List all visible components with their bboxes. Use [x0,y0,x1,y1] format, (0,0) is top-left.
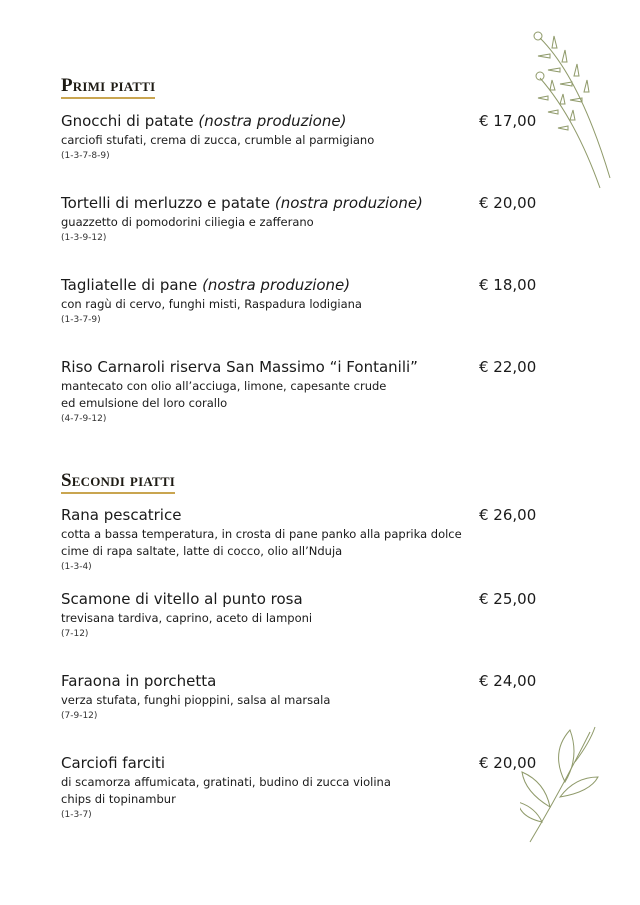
dish-title: Gnocchi di patate [61,112,194,130]
dish-description: di scamorza affumicata, gratinati, budino di zucca violina [61,775,391,789]
dish-description: con ragù di cervo, funghi misti, Raspadura lodigiana [61,297,362,311]
dish-price: € 20,00 [479,754,537,772]
dish-allergens: (1-3-9-12) [61,233,107,243]
dish-allergens: (1-3-7-8-9) [61,151,110,161]
dish-price: € 17,00 [479,112,537,130]
dish-description: guazzetto di pomodorini ciliegia e zafferano [61,215,314,229]
leaf-branch-icon [520,722,600,847]
dish-allergens: (1-3-7) [61,810,92,820]
dish-note: (nostra produzione) [274,194,423,212]
dish-price: € 24,00 [479,672,537,690]
dish-description: mantecato con olio all’acciuga, limone, capesante crude [61,379,387,393]
dish-title: Rana pescatrice [61,506,182,524]
menu-item [61,357,561,426]
dish-title: Tagliatelle di pane [61,276,198,294]
dish-allergens: (4-7-9-12) [61,414,107,424]
dish-description: cotta a bassa temperatura, in crosta di pane panko alla paprika dolce [61,527,462,541]
dish-description: ed emulsione del loro corallo [61,396,228,410]
dish-allergens: (1-3-4) [61,562,92,572]
menu-item [61,193,561,245]
dish-price: € 18,00 [479,276,537,294]
dish-title: Carciofi farciti [61,754,166,772]
menu-item [61,505,561,574]
dish-title: Faraona in porchetta [61,672,217,690]
dish-description: trevisana tardiva, caprino, aceto di lamponi [61,611,313,625]
dish-title: Tortelli di merluzzo e patate [61,194,271,212]
menu-item [61,671,561,723]
section-title-secondi: Secondi piatti [61,471,175,494]
dish-price: € 22,00 [479,358,537,376]
menu-item [61,275,561,327]
herb-sprig-icon [520,18,620,193]
dish-price: € 20,00 [479,194,537,212]
menu-item [61,589,561,641]
menu-item [61,753,561,822]
dish-allergens: (7-9-12) [61,711,98,721]
dish-note: (nostra produzione) [202,276,351,294]
dish-allergens: (7-12) [61,629,89,639]
dish-note: (nostra produzione) [198,112,347,130]
dish-price: € 26,00 [479,506,537,524]
dish-title: Scamone di vitello al punto rosa [61,590,303,608]
menu-item [61,111,561,163]
dish-description: carciofi stufati, crema di zucca, crumble al parmigiano [61,133,375,147]
dish-title: Riso Carnaroli riserva San Massimo “i Fontanili” [61,358,418,376]
dish-description: verza stufata, funghi pioppini, salsa al marsala [61,693,331,707]
dish-price: € 25,00 [479,590,537,608]
dish-description: cime di rapa saltate, latte di cocco, olio all’Nduja [61,544,343,558]
section-title-primi: Primi piatti [61,76,155,99]
dish-allergens: (1-3-7-9) [61,315,101,325]
dish-description: chips di topinambur [61,792,176,806]
